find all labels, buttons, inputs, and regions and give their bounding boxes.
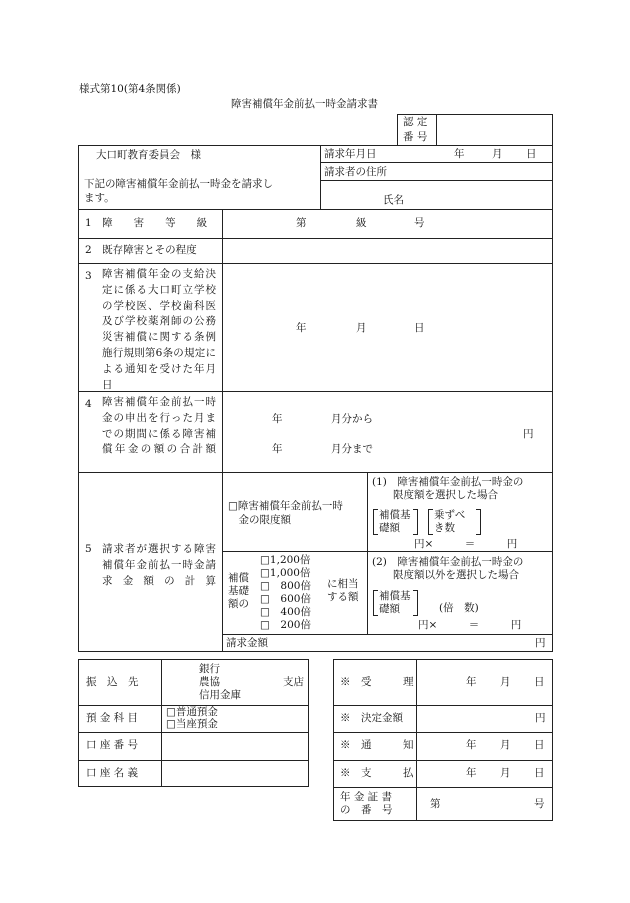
- bank-type-options: 銀行 農協 信用金庫: [199, 663, 241, 701]
- date-year: 年: [454, 148, 465, 160]
- shosho-go: 号: [534, 798, 545, 810]
- row3-label: 障害補償年金の支給決定に係る大口町立学校の学校医、学校歯科医及び学校薬剤師の公務災害補償に関する条例施行規則第6条の規定による通知を受けた年月日: [102, 268, 216, 391]
- shosho-dai: 第: [430, 798, 441, 810]
- row4-yen: 円: [523, 428, 534, 440]
- amount-yen: 円: [535, 637, 546, 649]
- name-input[interactable]: [410, 182, 550, 207]
- multiplier-options[interactable]: □1,200倍 □1,000倍 □ 800倍 □ 600倍 □ 400倍 □ 200倍: [260, 554, 311, 631]
- row1-grade-input[interactable]: [224, 211, 551, 236]
- nintei-label: 認 定 番 号: [403, 116, 428, 143]
- shiharai-label: ※ 支 払: [340, 767, 414, 779]
- row3-date-input[interactable]: [224, 265, 551, 389]
- case2-calc: 円× ＝ 円: [418, 619, 522, 631]
- tsuchi-label: ※ 通 知: [340, 739, 414, 751]
- shiharai-day: 日: [534, 767, 545, 779]
- date-month: 月: [492, 148, 503, 160]
- row3-day: 日: [414, 322, 425, 334]
- date-day: 日: [526, 148, 537, 160]
- form-number: 様式第10(第4条関係): [79, 83, 181, 95]
- tsuchi-day: 日: [534, 739, 545, 751]
- case2-times: (倍 数): [439, 602, 479, 614]
- address-label: 請求者の住所: [324, 166, 387, 178]
- juri-year: 年: [466, 676, 477, 688]
- name-label: 氏名: [383, 194, 404, 206]
- case1-coefficient: 乗ずべ き数: [434, 509, 466, 534]
- kamoku-label: 預 金 科 目: [86, 712, 139, 724]
- koza-name-label: 口 座 名 義: [86, 767, 139, 779]
- row4-from-year: 年: [272, 413, 283, 425]
- request-statement: 下記の障害補償年金前払一時金を請求し ます。: [84, 178, 273, 204]
- date-input[interactable]: [385, 147, 550, 161]
- base-label: 補償 基礎 額の: [228, 572, 249, 610]
- row4-label: 障害補償年金前払一時金の申出を行った月までの期間に係る障害補償年金の額の合計額: [102, 396, 216, 456]
- row4-from-month: 月分から: [331, 413, 373, 425]
- row4-amount-input[interactable]: [224, 393, 551, 470]
- row1-label: 1 障 害 等 級: [85, 217, 208, 229]
- kettei-label: ※ 決定金額: [340, 712, 403, 724]
- row4-to-month: 月分まで: [331, 443, 373, 455]
- amount-input[interactable]: [280, 636, 530, 651]
- shosho-label: 年 金 証 書 の 番 号: [340, 791, 393, 816]
- shiharai-month: 月: [500, 767, 511, 779]
- furikomi-label: 振 込 先: [86, 676, 139, 688]
- amount-label: 請求金額: [226, 637, 268, 649]
- page-title: 障害補償年金前払一時金請求書: [231, 98, 378, 110]
- equivalent-label: に相当 する額: [327, 578, 359, 603]
- case2-title: (2) 障害補償年金前払一時金の 限度額以外を選択した場合: [372, 556, 524, 581]
- row1-kyu: 級: [356, 217, 367, 229]
- case2-base: 補償基 礎額: [379, 590, 411, 615]
- tsuchi-year: 年: [466, 739, 477, 751]
- nintei-input[interactable]: [437, 115, 552, 145]
- row5-label: 請求者が選択する障害補償年金前払一時金請求金額の計算: [102, 543, 216, 587]
- koza-number-input[interactable]: [163, 734, 307, 758]
- row3-year: 年: [296, 322, 307, 334]
- case1-calc: 円× ＝ 円: [414, 538, 518, 550]
- tsuchi-month: 月: [500, 739, 511, 751]
- row4-number: 4: [85, 398, 92, 410]
- juri-label: ※ 受 理: [340, 676, 414, 688]
- row2-label: 2 既存障害とその程度: [85, 244, 197, 256]
- kettei-yen: 円: [535, 712, 546, 724]
- addressee: 大口町教育委員会 様: [96, 149, 201, 161]
- bank-name-input[interactable]: [163, 661, 198, 703]
- row2-input[interactable]: [224, 240, 551, 261]
- row4-to-year: 年: [272, 443, 283, 455]
- koza-name-input[interactable]: [163, 762, 307, 785]
- branch-label: 支店: [283, 676, 304, 688]
- row1-go: 号: [414, 217, 425, 229]
- address-input[interactable]: [390, 164, 550, 178]
- kamoku-options[interactable]: □普通預金 □当座預金: [166, 706, 218, 730]
- shiharai-year: 年: [466, 767, 477, 779]
- row1-dai: 第: [296, 217, 307, 229]
- koza-number-label: 口 座 番 号: [86, 739, 139, 751]
- juri-month: 月: [500, 676, 511, 688]
- date-label: 請求年月日: [324, 148, 377, 160]
- row3-number: 3: [85, 270, 92, 282]
- limit-checkbox[interactable]: □障害補償年金前払一時 金の限度額: [228, 500, 343, 526]
- juri-day: 日: [534, 676, 545, 688]
- case1-base: 補償基 礎額: [379, 509, 411, 534]
- row3-month: 月: [356, 322, 367, 334]
- case1-title: (1) 障害補償年金前払一時金の 限度額を選択した場合: [372, 476, 524, 501]
- row5-number: 5: [85, 543, 92, 555]
